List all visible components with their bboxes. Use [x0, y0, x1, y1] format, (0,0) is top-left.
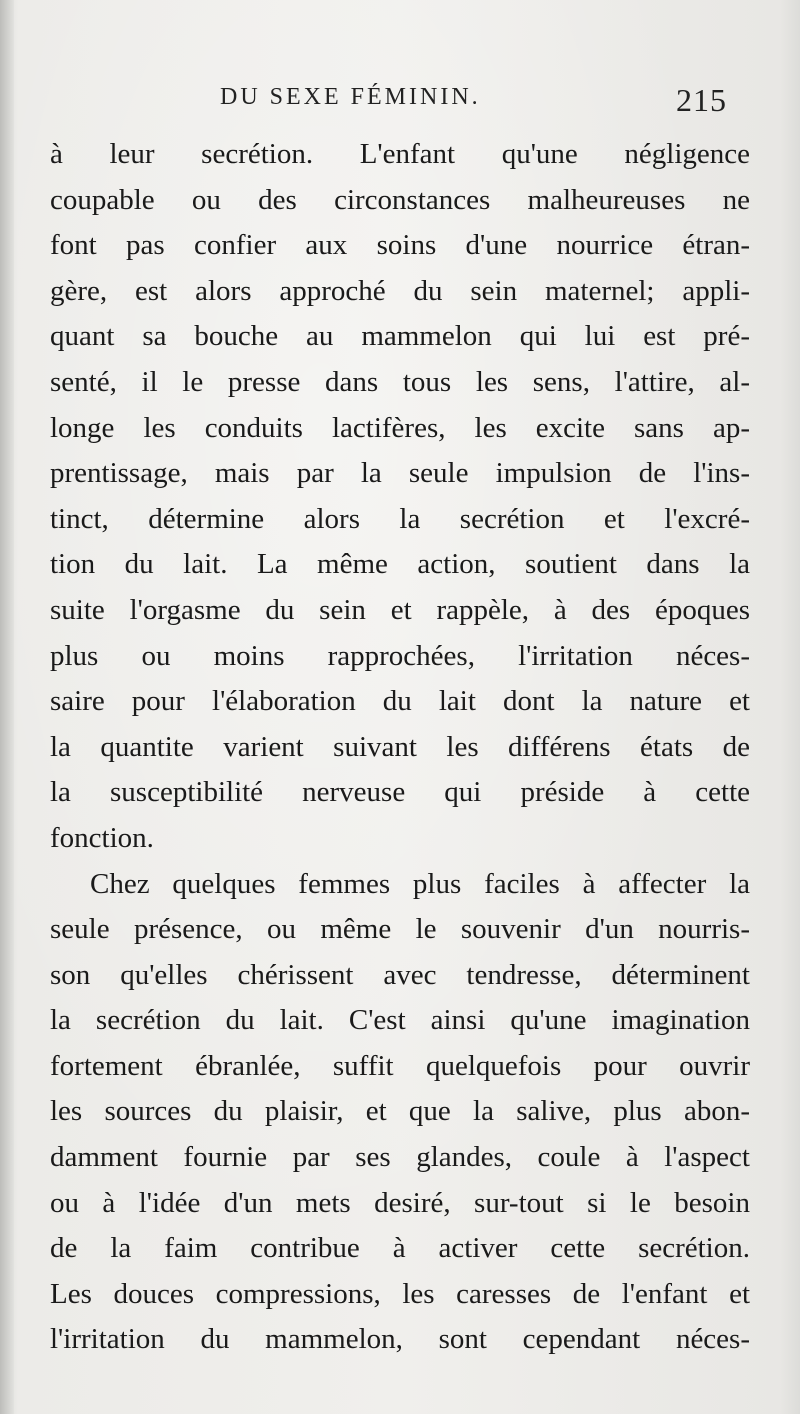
- running-title: DU SEXE FÉMININ.: [220, 84, 481, 110]
- text-line: ou à l'idée d'un mets desiré, sur-tout si le besoin: [50, 1186, 750, 1219]
- text-line: la secrétion du lait. C'est ainsi qu'une imagination: [50, 1004, 750, 1037]
- text-line: gère, est alors approché du sein maternel; appli-: [50, 274, 750, 307]
- text-line: Chez quelques femmes plus faciles à affecter la: [90, 867, 750, 900]
- text-line: fortement ébranlée, suffit quelquefois pour ouvrir: [50, 1049, 750, 1082]
- text-line: quant sa bouche au mammelon qui lui est pré-: [50, 320, 750, 353]
- running-head: [0, 82, 800, 122]
- text-line: font pas confier aux soins d'une nourrice étran-: [50, 229, 750, 262]
- text-line: damment fournie par ses glandes, coule à l'aspect: [50, 1141, 750, 1174]
- text-line: l'irritation du mammelon, sont cependant néces-: [50, 1323, 750, 1356]
- text-line: plus ou moins rapprochées, l'irritation néces-: [50, 639, 750, 672]
- page-binding-edge: [0, 0, 14, 1414]
- text-line: longe les conduits lactifères, les excite sans ap-: [50, 411, 750, 444]
- page-number: 215: [676, 82, 727, 118]
- text-line: coupable ou des circonstances malheureuses ne: [50, 183, 750, 216]
- text-line: la susceptibilité nerveuse qui préside à cette: [50, 776, 750, 809]
- text-line: à leur secrétion. L'enfant qu'une négligence: [50, 138, 750, 170]
- text-line: prentissage, mais par la seule impulsion de l'ins-: [50, 457, 750, 490]
- text-line: fonction.: [50, 821, 154, 854]
- text-line: tion du lait. La même action, soutient dans la: [50, 548, 750, 581]
- text-line: seule présence, ou même le souvenir d'un nourris-: [50, 913, 750, 946]
- text-line: senté, il le presse dans tous les sens, l'attire, al-: [50, 365, 750, 398]
- text-line: la quantite varient suivant les différens états de: [50, 730, 750, 763]
- text-line: de la faim contribue à activer cette secrétion.: [50, 1232, 750, 1265]
- text-line: son qu'elles chérissent avec tendresse, déterminent: [50, 958, 750, 991]
- text-line: suite l'orgasme du sein et rappèle, à des époques: [50, 593, 750, 626]
- text-line: saire pour l'élaboration du lait dont la nature et: [50, 685, 750, 718]
- text-line: Les douces compressions, les caresses de l'enfant et: [50, 1277, 750, 1310]
- body-text: [50, 132, 750, 1363]
- text-line: tinct, détermine alors la secrétion et l'excré-: [50, 502, 750, 535]
- text-line: les sources du plaisir, et que la salive, plus abon-: [50, 1095, 750, 1128]
